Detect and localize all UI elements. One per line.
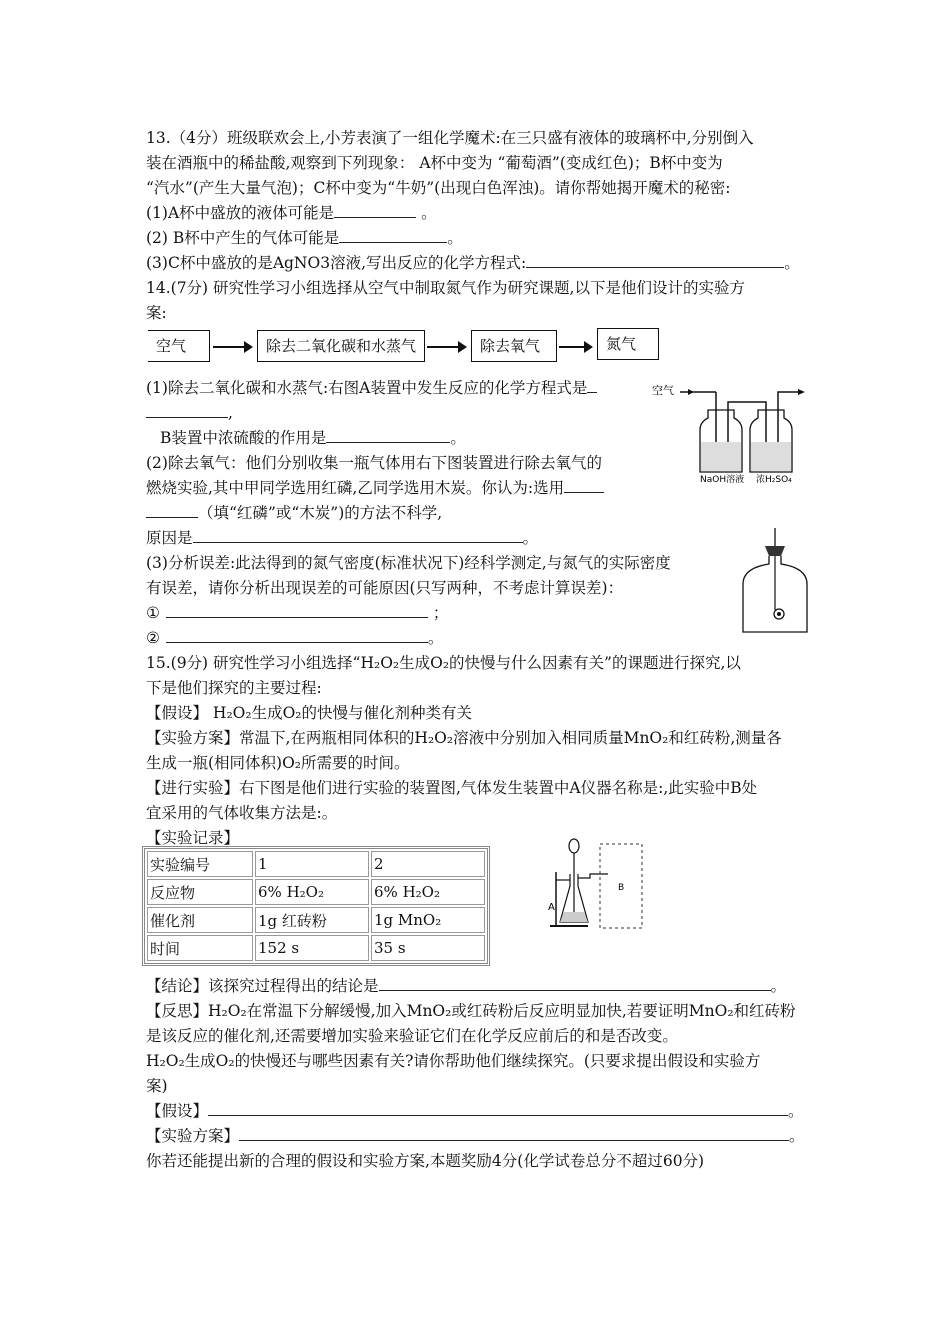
- answer-blank[interactable]: [326, 426, 450, 443]
- figA-h2so4-label: 浓H₂SO₄: [756, 475, 792, 484]
- q14-sub2-line2: 燃烧实验,其中甲同学选用红磷,乙同学选用木炭。你认为:选用: [146, 476, 604, 500]
- table-row: [147, 851, 485, 877]
- table-row: [147, 935, 485, 961]
- figA-inlet-label: 空气: [652, 384, 674, 397]
- figC-b-label: B: [618, 883, 625, 893]
- table-row: [147, 879, 485, 905]
- q14-sub2-reason: 原因是 。: [146, 526, 538, 550]
- answer-blank[interactable]: [526, 251, 784, 268]
- q15-plan: 【实验方案】常温下,在两瓶相同体积的H₂O₂溶液中分别加入相同质量MnO₂和红砖粉,测量各: [146, 729, 782, 747]
- flow-box-air: 空气: [148, 330, 210, 362]
- q15-reflection-line2: 是该反应的催化剂,还需要增加实验来验证它们在化学反应前后的和是否改变。: [146, 1027, 678, 1045]
- combustion-bottle-figure: [735, 526, 831, 638]
- flow-box-remove-co2-h2o: 除去二氧化碳和水蒸气: [257, 330, 425, 362]
- table-cell: 1g 红砖粉: [255, 907, 369, 933]
- q15-hypothesis2: 【假设】 。: [146, 1099, 804, 1123]
- q14-sub3: (3)分析误差:此法得到的氮气密度(标准状况下)经科学测定,与氮气的实际密度: [146, 554, 671, 572]
- figC-a-label: A: [548, 902, 555, 913]
- answer-blank[interactable]: [193, 526, 523, 543]
- q15-hypothesis: 【假设】 H₂O₂生成O₂的快慢与催化剂种类有关: [146, 704, 473, 722]
- q14-line1: 14.(7分) 研究性学习小组选择从空气中制取氮气作为研究课题,以下是他们设计的实验方: [146, 279, 745, 297]
- table-cell: 时间: [147, 935, 253, 961]
- flow-arrow: [213, 346, 251, 348]
- answer-blank[interactable]: [339, 226, 447, 243]
- table-cell: 35 s: [371, 935, 485, 961]
- q13-sub2: (2) B杯中产生的气体可能是 。: [146, 226, 463, 250]
- answer-blank[interactable]: [564, 476, 604, 493]
- q14-sub3-ans2: ② 。: [146, 626, 443, 650]
- flow-box-nitrogen: 氮气: [597, 328, 659, 360]
- table-cell: 1: [255, 851, 369, 877]
- q15-record-heading: 【实验记录】: [146, 829, 240, 847]
- q15-plan2: 【实验方案】 。: [146, 1124, 805, 1148]
- q14-sub1-b: B装置中浓硫酸的作用是 。: [160, 426, 466, 450]
- q15-bonus: 你若还能提出新的合理的假设和实验方案,本题奖励4分(化学试卷总分不超过60分): [146, 1152, 705, 1170]
- table-cell: 6% H₂O₂: [255, 879, 369, 905]
- table-cell: 152 s: [255, 935, 369, 961]
- answer-blank[interactable]: [146, 501, 198, 518]
- q15-experiment: 【进行实验】右下图是他们进行实验的装置图,气体发生装置中A仪器名称是:,此实验中B处: [146, 779, 758, 797]
- figA-naoh-label: NaOH溶液: [700, 475, 745, 484]
- q13-line1: 13.（4分）班级联欢会上,小芳表演了一组化学魔术:在三只盛有液体的玻璃杯中,分别倒入: [146, 129, 754, 147]
- answer-blank[interactable]: [208, 1099, 788, 1116]
- q15-reflection: 【反思】H₂O₂在常温下分解缓慢,加入MnO₂或红砖粉后反应明显加快,若要证明MnO₂和红砖粉: [146, 1002, 796, 1020]
- flow-box-remove-o2: 除去氧气: [471, 330, 557, 362]
- table-cell: 2: [371, 851, 485, 877]
- q14-sub2-line3: （填“红磷”或“木炭”)的方法不科学,: [146, 501, 442, 525]
- table-cell: 反应物: [147, 879, 253, 905]
- answer-blank[interactable]: [334, 201, 416, 218]
- q15-plan-line2: 生成一瓶(相同体积)O₂所需要的时间。: [146, 754, 410, 772]
- q13-sub1: (1)A杯中盛放的液体可能是 。: [146, 201, 437, 225]
- q15-conclusion: 【结论】该探究过程得出的结论是 。: [146, 974, 786, 998]
- table-cell: 1g MnO₂: [371, 907, 485, 933]
- answer-blank[interactable]: [239, 1124, 789, 1141]
- q14-sub1: (1)除去二氧化碳和水蒸气:右图A装置中发生反应的化学方程式是: [146, 376, 597, 400]
- experiment-record-table: [142, 846, 490, 966]
- q15-further-line2: 案): [146, 1077, 168, 1095]
- q14-line2: 案:: [146, 304, 167, 322]
- gas-generation-apparatus-figure: [548, 834, 648, 934]
- table-row: [147, 907, 485, 933]
- q14-sub1-cont: ,: [146, 401, 233, 425]
- table-cell: 实验编号: [147, 851, 253, 877]
- q15-experiment-line2: 宜采用的气体收集方法是:。: [146, 804, 338, 822]
- q14-sub3-ans1: ① ；: [146, 601, 448, 625]
- answer-blank[interactable]: [166, 601, 428, 618]
- q15-line1: 15.(9分) 研究性学习小组选择“H₂O₂生成O₂的快慢与什么因素有关”的课题进行探究,以: [146, 654, 741, 672]
- flow-arrow: [559, 346, 591, 348]
- q14-sub2: (2)除去氧气：他们分别收集一瓶气体用右下图装置进行除去氧气的: [146, 454, 602, 472]
- answer-blank[interactable]: [379, 974, 771, 991]
- answer-blank[interactable]: [166, 626, 428, 643]
- q13-line2: 装在酒瓶中的稀盐酸,观察到下列现象： A杯中变为 “葡萄酒”(变成红色)；B杯中变为: [146, 154, 723, 172]
- answer-blank[interactable]: [587, 376, 597, 393]
- q14-sub3-line2: 有误差，请你分析出现误差的可能原因(只写两种，不考虑计算误差)：: [146, 579, 624, 597]
- q15-line2: 下是他们探究的主要过程:: [146, 679, 322, 697]
- flow-arrow: [427, 346, 465, 348]
- table-cell: 6% H₂O₂: [371, 879, 485, 905]
- q15-further: H₂O₂生成O₂的快慢还与哪些因素有关?请你帮助他们继续探究。(只要求提出假设和实验方: [146, 1052, 761, 1070]
- answer-blank[interactable]: [146, 401, 228, 418]
- gas-washing-bottles-figure: [648, 380, 808, 484]
- q13-line3: “汽水”(产生大量气泡)；C杯中变为“牛奶”(出现白色浑浊)。请你帮她揭开魔术的秘密:: [146, 179, 731, 197]
- table-cell: 催化剂: [147, 907, 253, 933]
- q13-sub3: (3)C杯中盛放的是AgNO3溶液,写出反应的化学方程式: 。: [146, 251, 800, 275]
